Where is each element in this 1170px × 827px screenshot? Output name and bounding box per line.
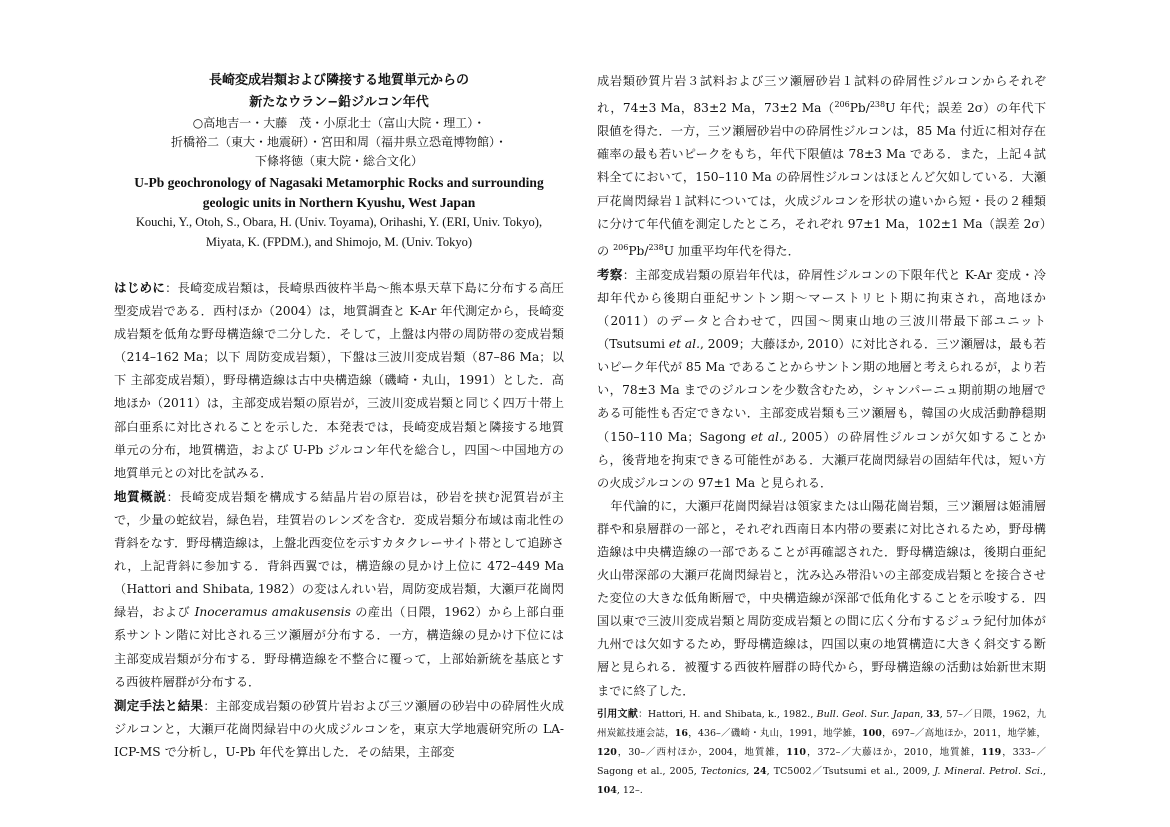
volume-number: 24 — [753, 765, 767, 777]
discussion-text-a: ：主部変成岩類の原岩年代は，砕屑性ジルコンの下限年代と K-Ar 変成・冷却年代から後期白亜紀サントン期〜マーストリヒト期に拘束され，高地ほか（2011）のデータと合わせて，四国〜関東山地の三波川帯最下部ユニット（Tsutsumi — [597, 267, 1046, 352]
volume-number: 33 — [926, 708, 940, 720]
discussion-text-b: , 2009；大藤ほか, 2010）に対比される．三ツ瀬層は，最も若いピーク年代が 85 Ma であることからサントン期の地層と考えられるが，より若い，78±3 Ma までのジルコンを少数含むため，シャンパーニュ期前期の地層である可能性も否定できない．主部変成岩類も三ツ瀬層も，韓国の火成活動静穏期（150–110 Ma；Sagong — [597, 337, 1046, 444]
intro-text: ：長崎変成岩類は，長崎県西彼杵半島〜熊本県天草下島に分布する高圧型変成岩である．西村ほか（2004）は，地質調査と K-Ar 年代測定から，長崎変成岩類を低角な野母構造線で二分した．そして，上盤は内帯の周防帯の変成岩類（214–162 Ma；以下 周防変成岩類），下盤は三波川変成岩類（87–86 Ma；以下 主部変成岩類），野母構造線は古中央構造線（磯崎・丸山，1991）とした．高地ほか（2011）は，主部変成岩類の原岩が，三波川変成岩類と同じく四万十帯上部白亜系に対比されることを示した．本発表では，長崎変成岩類と隣接する地質単元の分布，地質構造，および U-Pb ジルコン年代を総合し，四国〜中国地方の地質単元との対比を試みる． — [114, 281, 564, 480]
ref-text: ，436–／磯崎・丸山，1991，地学雑， — [687, 727, 863, 739]
spacer — [114, 252, 564, 276]
ref-text: ，372–／大藤ほか，2010，地質雑， — [806, 746, 982, 758]
geology-section — [114, 485, 564, 694]
discussion-heading: 考察 — [597, 266, 623, 282]
results-text-3: U 加重平均年代を得た． — [663, 243, 800, 258]
right-column — [597, 70, 1046, 800]
isotope-mass-206: 206 — [613, 242, 629, 252]
title-line-2: 新たなウラン−鉛ジルコン年代 — [249, 95, 429, 110]
author-line: ○高地吉一・大藤 茂・小原北士（富山大院・理工）・ — [192, 116, 486, 130]
journal-name: Bull. Geol. Sur. Japan — [816, 708, 921, 720]
methods-heading: 測定手法と結果 — [114, 697, 204, 713]
results-text-1: 成岩類砂質片岩３試料および三ツ瀬層砂岩１試料の砕屑性ジルコンからそれぞれ，74±3 Ma，83±2 Ma，73±2 Ma（ — [597, 74, 1046, 116]
title-line-1: 長崎変成岩類および隣接する地質単元からの — [208, 73, 469, 88]
volume-number: 119 — [981, 746, 1002, 758]
geology-text-b: の産出（日隈，1962）から上部白亜系サントン階に対比される三ツ瀬層が分布する．一方，構造線の見かけ下位には主部変成岩類が分布する．野母構造線を不整合に覆って，上部始新統を基底とする西彼杵層群が分布する． — [114, 605, 565, 689]
discussion-text-c: , 2005）の砕屑性ジルコンが欠如することから，後背地を拘束できる可能性がある．大瀬戸花崗閃緑岩の固結年代は，短い方の火成ジルコンの 97±1 Ma と見られる． — [597, 429, 1046, 490]
author-line: 折橋裕二（東大・地震研）・宮田和周（福井県立恐竜博物館）・ — [170, 135, 507, 149]
geology-text-a: ：長崎変成岩類を構成する結晶片岩の原岩は，砂岩を挟む泥質岩が主で，少量の蛇紋岩，緑色岩，珪質岩のレンズを含む．変成岩類分布域は南北性の背斜をなす．野母構造線は，上盤北西変位を示すカタクレーサイト帯として追跡され，上記背斜に参加する．背斜西翼では，構造線の見かけ上位に 472–449 Ma（Hattori and Shibata, 1982）の変はんれい岩，周防変成岩類，大瀬戸花崗閃緑岩，および — [114, 489, 564, 620]
author-line: 下條将徳（東大院・総合文化） — [254, 154, 423, 168]
english-title-line-1: U-Pb geochronology of Nagasaki Metamorphic Rocks and surrounding — [134, 175, 544, 190]
isotope-pb: Pb/ — [628, 243, 649, 258]
ref-text: , — [746, 765, 754, 777]
ref-text: ：Hattori, H. and Shibata, k., 1982., — [638, 708, 817, 720]
isotope-mass-206: 206 — [834, 100, 850, 110]
journal-name: Tectonics — [700, 765, 747, 777]
japanese-authors — [114, 114, 564, 171]
english-author-line: Kouchi, Y., Otoh, S., Obara, H. (Univ. Toyama), Orihashi, Y. (ERI, Univ. Tokyo), — [135, 215, 543, 229]
english-author-line: Miyata, K. (FPDM.), and Shimojo, M. (Univ. Tokyo) — [205, 234, 473, 249]
isotope-mass-238: 238 — [869, 100, 886, 110]
isotope-mass-238: 238 — [648, 242, 664, 252]
et-al: et al. — [750, 429, 783, 444]
ref-text: , — [920, 708, 927, 720]
results-continuation — [597, 70, 1046, 263]
geology-heading: 地質概説 — [114, 488, 167, 504]
english-title-line-2: geologic units in Northern Kyushu, West Japan — [202, 195, 476, 210]
ref-text: ，697–／高地ほか，2011，地学雑， — [881, 727, 1046, 739]
species-name: Inoceramus amakusensis — [194, 605, 351, 620]
ref-text: , TC5002／Tsutsumi et al., 2009, — [766, 765, 935, 777]
references-heading: 引用文献 — [597, 708, 639, 720]
intro-section — [114, 276, 564, 485]
volume-number: 104 — [597, 784, 617, 796]
ref-text: , 57–／日隈，1962，九州炭鉱技連会誌， — [597, 708, 1046, 739]
ref-text: ，333–／Sagong et al., 2005, — [597, 746, 1047, 777]
english-title — [114, 173, 564, 213]
ref-text: ，30–／西村ほか，2004，地質雑， — [616, 746, 787, 758]
ref-text: , — [1042, 765, 1046, 777]
intro-heading: はじめに — [114, 280, 166, 295]
volume-number: 110 — [786, 746, 807, 758]
journal-name: J. Mineral. Petrol. Sci. — [934, 765, 1043, 777]
left-column — [114, 70, 564, 764]
volume-number: 100 — [862, 727, 882, 739]
english-authors — [114, 213, 564, 252]
results-text-2: U 年代；誤差 2σ）の年代下限値を得た．一方，三ツ瀬層砂岩中の砕屑性ジルコンは，85 Ma 付近に相対存在確率の最も若いピークをもち，年代下限値は 78±3 Ma である．また，上記４試料全てにおいて，150–110 Ma の砕屑性ジルコンはほとんど欠如している．大瀬戸花崗閃緑岩１試料については，火成ジルコンを形状の違いから短・長の２種類に分けて年代値を測定したところ，それぞれ 97±1 Ma，102±1 Ma（誤差 2σ）の — [597, 101, 1047, 258]
references-section — [597, 705, 1046, 800]
japanese-title — [114, 70, 564, 114]
ref-text: , 12–. — [616, 784, 643, 796]
volume-number: 120 — [597, 746, 617, 758]
et-al: et al. — [668, 337, 700, 352]
isotope-pb: Pb/ — [849, 101, 870, 116]
volume-number: 16 — [674, 727, 688, 739]
discussion-paragraph-2: 年代論的に，大瀬戸花崗閃緑岩は領家または山陽花崗岩類，三ツ瀬層は姫浦層群や和泉層群の一部と，それぞれ西南日本内帯の要素に対比されるため，野母構造線は中央構造線の一部であることが再確認された．野母構造線は，後期白亜紀火山帯深部の大瀬戸花崗閃緑岩と，沈み込み帯沿いの主部変成岩類とを接合させた変位の大きな低角断層で，中央構造線が深部で低角化することを示唆する．四国以東で三波川変成岩類と周防変成岩類との間に広く分布するジュラ紀付加体が九州では欠如するため，野母構造線は，四国以東の地質構造に大きく斜交する断層と見られる．被覆する西彼杵層群の時代から，野母構造線の活動は始新世末期までに終了した． — [597, 498, 1046, 698]
discussion-section — [597, 263, 1046, 495]
methods-text-left: ：主部変成岩類の砂質片岩および三ツ瀬層の砂岩中の砕屑性火成ジルコンと，大瀬戸花崗閃緑岩中の火成ジルコンを，東京大学地震研究所の LA-ICP-MS で分析し，U-Pb 年代を算出した．その結果，主部変 — [114, 698, 564, 759]
methods-section — [114, 694, 564, 764]
